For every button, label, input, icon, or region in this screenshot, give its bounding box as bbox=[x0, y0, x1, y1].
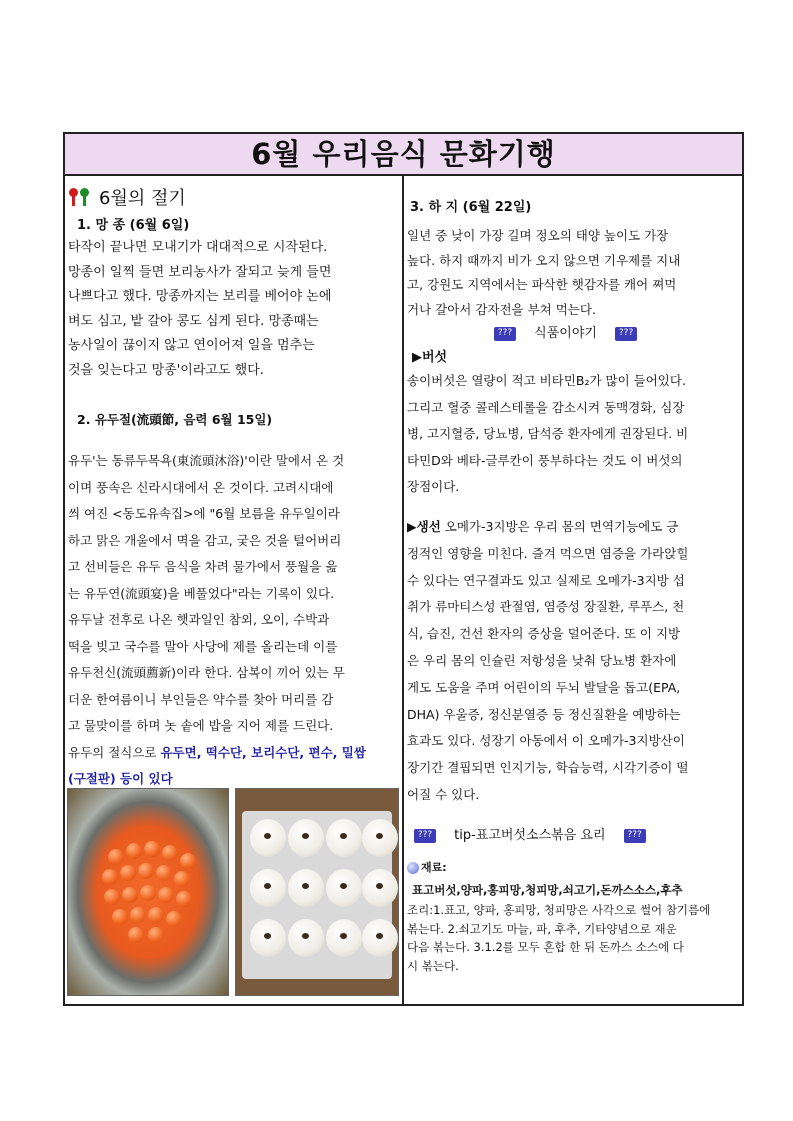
paragraph-mushroom bbox=[407, 368, 741, 501]
text-line: 나쁘다고 했다. 망종까지는 보리를 베어야 논에 bbox=[68, 289, 332, 304]
text-line: 떡을 빚고 국수를 말아 사당에 제를 올리는데 이를 bbox=[68, 638, 338, 654]
text-line: 그리고 혈중 콜레스테롤을 감소시켜 동맥경화, 심장 bbox=[407, 399, 685, 415]
text-line: 취가 류마티스성 관절염, 염증성 장질환, 루푸스, 천 bbox=[407, 599, 685, 615]
bullet-circle-icon bbox=[407, 862, 419, 874]
text-line: 유두천신(流頭薦新)이라 한다. 삼복이 끼어 있는 무 bbox=[68, 665, 345, 680]
section-title: 6월의 절기 bbox=[99, 188, 186, 209]
section-heading bbox=[69, 184, 186, 210]
text-line: 게도 도움을 주며 어린이의 두뇌 발달을 돕고(EPA, bbox=[407, 679, 681, 695]
text-line: 다음 볶는다. 3.1.2를 모두 혼합 한 뒤 돈까스 소스에 다 bbox=[407, 940, 684, 954]
text-line: 어질 수 있다. bbox=[407, 786, 480, 802]
text-line: 볶는다. 2.쇠고기도 마늘, 파, 후추, 기타양념으로 재운 bbox=[407, 921, 677, 936]
text-line: 고 선비들은 유두 음식을 차려 물가에서 풍월을 읊 bbox=[68, 559, 338, 574]
subheading-haji: 3. 하 지 (6월 22일) bbox=[410, 200, 532, 215]
paragraph-mangjong bbox=[68, 236, 398, 383]
ingredients-label-row bbox=[407, 860, 447, 876]
foods-list: 유두면, 떡수단, 보리수단, 편수, 밀쌈 bbox=[160, 744, 366, 760]
text-line: 농사일이 끊이지 않고 연이어져 일을 멈추는 bbox=[68, 338, 315, 353]
subheading-mangjong: 1. 망 종 (6월 6일) bbox=[77, 218, 190, 233]
text-line: 유두'는 동류두목욕(東流頭沐浴)'이란 말에서 온 것 bbox=[68, 453, 345, 468]
text-line: 씌 여진 <동도유속집>에 "6월 보름을 유두일이라 bbox=[68, 506, 340, 521]
spoon-icon bbox=[69, 188, 91, 206]
text-line: 벼도 심고, 밭 갈아 콩도 심게 된다. 망종때는 bbox=[68, 313, 319, 329]
text-line: DHA) 우울증, 정신분열증 등 정신질환을 예방하는 bbox=[407, 706, 681, 722]
text-line: 조리:1.표고, 양파, 홍피망, 청피망은 사각으로 썰어 참기름에 bbox=[407, 903, 711, 917]
text-line: 송이버섯은 열량이 적고 비타민B₂가 많이 들어있다. bbox=[407, 373, 686, 388]
mushroom-heading: ▶버섯 bbox=[412, 350, 448, 365]
text-line: 하고 맑은 개울에서 멱을 감고, 궂은 것을 털어버리 bbox=[68, 532, 342, 548]
text-line: 장기간 결핍되면 인지기능, 학습능력, 시각기증이 떨 bbox=[407, 760, 689, 776]
subheading-yudu: 2. 유두절(流頭節, 음력 6월 15일) bbox=[77, 412, 273, 427]
fish-heading: ▶생선 bbox=[407, 519, 441, 534]
text-line: 고, 강원도 지역에서는 파삭한 햇감자를 캐어 쪄먹 bbox=[407, 277, 677, 292]
text-line: 정적인 영향을 미친다. 즐겨 먹으면 염증을 가라앉힐 bbox=[407, 545, 689, 561]
decoration-icon: ??? bbox=[624, 829, 646, 843]
fish-first-line: 오메가-3지방은 우리 몸의 면역기능에도 긍 bbox=[440, 519, 679, 534]
text-line: 거나 갈아서 감자전을 부쳐 먹는다. bbox=[407, 301, 596, 317]
text-line: 식, 습진, 건선 환자의 증상을 덜어준다. 또 이 지방 bbox=[407, 626, 681, 642]
decoration-icon: ??? bbox=[494, 327, 516, 341]
food-story-header bbox=[494, 322, 637, 345]
white-dumplings-photo bbox=[235, 788, 399, 996]
paragraph-yudu bbox=[68, 448, 400, 793]
text-line: 은 우리 몸의 인슐린 저항성을 낮춰 당뇨병 환자에 bbox=[407, 652, 677, 668]
ingredients-list: 표고버섯,양파,홍피망,청피망,쇠고기,돈까스소스,후추 bbox=[412, 883, 683, 897]
text-line: 타작이 끝나면 모내기가 대대적으로 시작된다. bbox=[68, 240, 328, 255]
text-line: 병, 고지혈증, 당뇨병, 담석증 환자에게 권장된다. 비 bbox=[407, 426, 689, 441]
food-story-title: 식품이야기 bbox=[534, 326, 597, 341]
text-line: 망종이 일찍 들면 보리농사가 잘되고 늦게 들면 bbox=[68, 264, 332, 280]
text-line bbox=[407, 514, 741, 541]
ingredients-label: 재료: bbox=[421, 861, 447, 874]
column-divider bbox=[402, 176, 404, 1006]
recipe-text bbox=[407, 901, 741, 975]
paragraph-fish bbox=[407, 514, 741, 809]
text-line bbox=[68, 740, 400, 767]
decoration-icon: ??? bbox=[414, 829, 436, 843]
decoration-icon: ??? bbox=[615, 327, 637, 341]
text-line: 고 물맞이를 하며 놋 솥에 밥을 지어 제를 드린다. bbox=[68, 718, 334, 733]
text-line: 타민D와 베타-글루칸이 풍부하다는 것도 이 버섯의 bbox=[407, 452, 683, 468]
text-line: 수 있다는 연구결과도 있고 실제로 오메가-3지방 섭 bbox=[407, 572, 685, 588]
paragraph-haji bbox=[407, 224, 739, 322]
text-line: 더운 한여름이니 부인들은 약수를 찾아 머리를 감 bbox=[68, 691, 334, 707]
text-line: 높다. 하지 때까지 비가 오지 않으면 기우제를 지내 bbox=[407, 252, 681, 268]
tip-header bbox=[414, 824, 646, 847]
orange-rice-balls-photo bbox=[67, 788, 229, 996]
page-title: 6월 우리음식 문화기행 bbox=[65, 134, 742, 176]
text-line: 유두날 전후로 나온 햇과일인 참외, 오이, 수박과 bbox=[68, 612, 330, 627]
newsletter-frame bbox=[63, 132, 744, 1006]
foods-list-cont: (구절판) 등이 있다 bbox=[68, 771, 173, 786]
text-line: 이며 풍속은 신라시대에서 온 것이다. 고려시대에 bbox=[68, 479, 334, 495]
text-line: 일년 중 낮이 가장 길며 정오의 태양 높이도 가장 bbox=[407, 228, 669, 243]
text-line: 는 유두연(流頭宴)을 베풀었다"라는 기록이 있다. bbox=[68, 585, 335, 601]
tip-title: tip-표고버섯소스볶음 요리 bbox=[454, 828, 606, 843]
text-line: 장점이다. bbox=[407, 479, 460, 494]
foods-prefix: 유두의 절식으로 bbox=[68, 744, 161, 760]
text-line: 것을 잊는다고 망종'이라고도 했다. bbox=[68, 362, 264, 378]
text-line: 시 볶는다. bbox=[407, 958, 459, 973]
text-line: 효과도 있다. 성장기 아동에서 이 오메가-3지방산이 bbox=[407, 733, 685, 749]
